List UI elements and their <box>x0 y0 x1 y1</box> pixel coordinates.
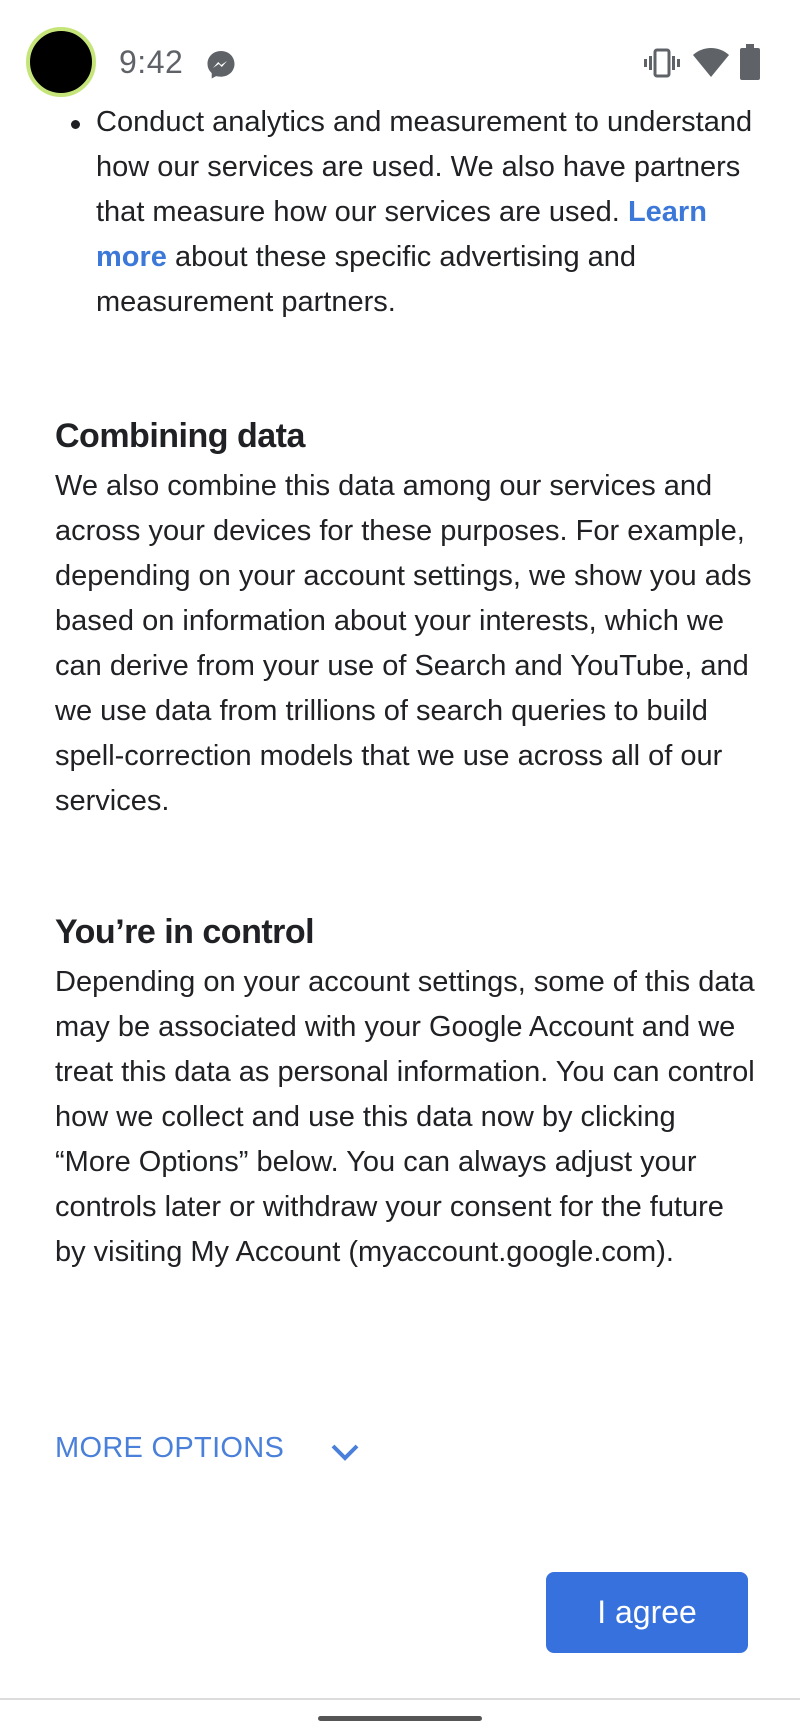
status-bar <box>0 0 800 110</box>
bullet-text: Conduct analytics and measurement to understand how our services are used. We also have partners that measure how our services are used. <box>96 106 753 228</box>
bullet-list <box>55 100 755 325</box>
chevron-down-icon <box>330 1441 360 1463</box>
messenger-icon <box>205 49 237 81</box>
home-gesture-handle[interactable] <box>318 1716 482 1721</box>
more-options-label: MORE OPTIONS <box>55 1432 285 1464</box>
section-title-youre-in-control: You’re in control <box>55 913 315 951</box>
vibrate-icon <box>644 48 680 78</box>
avatar[interactable] <box>26 27 96 97</box>
section-body-combining-data: We also combine this data among our services and across your devices for these purposes. For example, depending on your account settings, we show you ads based on information about your interests, which we can derive from your use of Search and YouTube, and we use data from trillions of search queries to build spell-correction models that we use across all of our services. <box>55 470 752 817</box>
bullet-icon <box>71 120 80 129</box>
wifi-icon <box>692 46 730 78</box>
battery-icon <box>739 44 761 80</box>
nav-divider <box>0 1698 800 1700</box>
bullet-text-after-link: about these specific advertising and measurement partners. <box>96 241 637 318</box>
agree-button[interactable]: I agree <box>546 1572 748 1653</box>
section-body-youre-in-control: Depending on your account settings, some of this data may be associated with your Google Account and we treat this data as personal information. You can control how we collect and use this data now by clicking “More Options” below. You can always adjust your controls later or withdraw your consent for the future by visiting My Account (myaccount.google.com). <box>55 966 755 1268</box>
clock: 9:42 <box>119 44 184 80</box>
learn-more-link[interactable]: Learn more <box>96 196 707 273</box>
list-item <box>55 100 755 325</box>
section-title-combining-data: Combining data <box>55 417 305 455</box>
more-options-button[interactable] <box>55 1432 360 1465</box>
